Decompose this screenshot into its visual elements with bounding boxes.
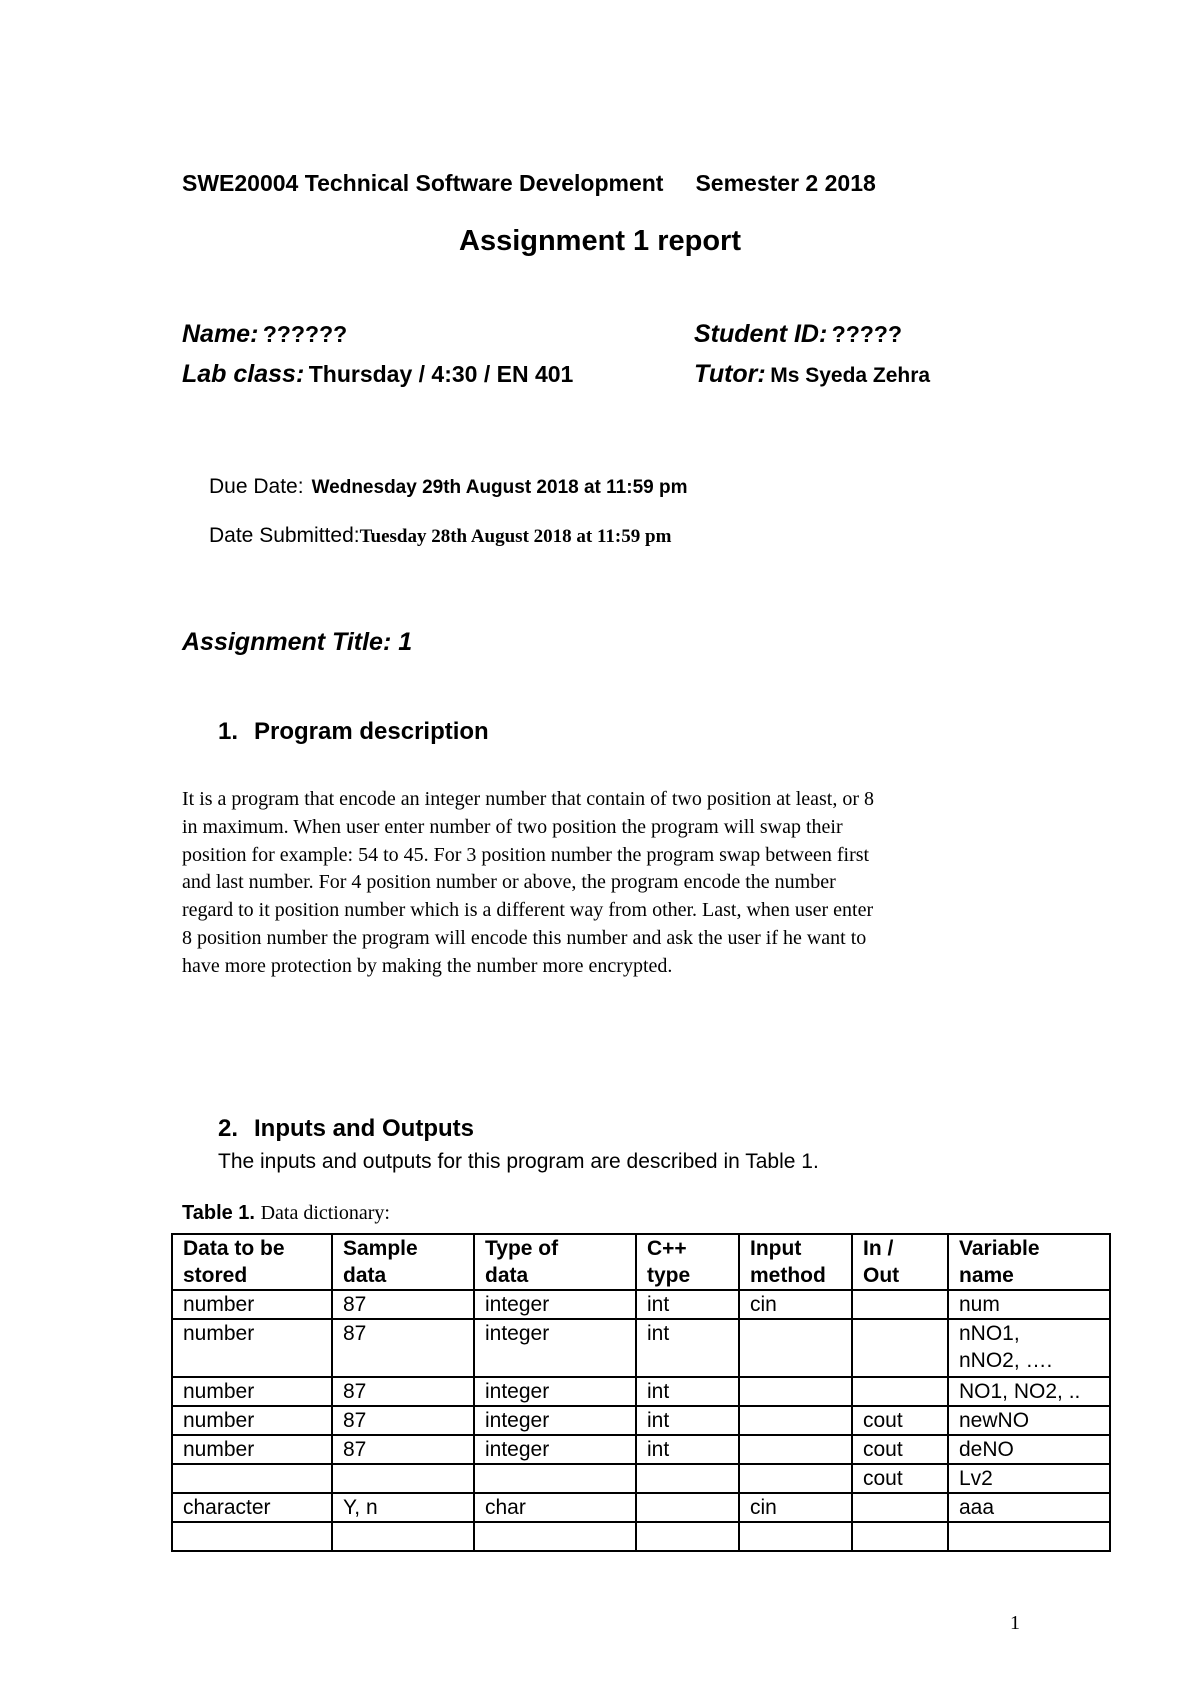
section-number: 1.	[218, 718, 239, 745]
table-cell: Y, n	[332, 1493, 474, 1522]
due-date-line	[209, 475, 687, 499]
column-header: Sample data	[332, 1234, 474, 1290]
name-label: Name:	[182, 320, 259, 348]
name-value: ??????	[262, 321, 348, 347]
lab-class-line	[182, 360, 573, 389]
table-cell	[739, 1319, 852, 1377]
table-cell	[739, 1435, 852, 1464]
table-row	[172, 1435, 1110, 1464]
semester: Semester 2 2018	[695, 170, 876, 196]
table-cell: int	[636, 1377, 739, 1406]
table-cell: integer	[474, 1319, 636, 1377]
paragraph-line: position for example: 54 to 45. For 3 position number the program swap between first	[182, 843, 870, 866]
table-cell	[332, 1464, 474, 1493]
table-cell: int	[636, 1290, 739, 1319]
table-cell	[852, 1319, 948, 1377]
table-cell	[948, 1522, 1110, 1551]
table-cell: 87	[332, 1290, 474, 1319]
table-cell: cout	[852, 1406, 948, 1435]
student-id-line	[694, 320, 902, 349]
lab-class-label: Lab class:	[182, 360, 305, 388]
column-header: Data to be stored	[172, 1234, 332, 1290]
section-title: Program description	[254, 718, 489, 745]
table-cell: Lv2	[948, 1464, 1110, 1493]
table-cell: character	[172, 1493, 332, 1522]
column-header: C++ type	[636, 1234, 739, 1290]
section-number: 2.	[218, 1115, 239, 1142]
table-cell	[474, 1522, 636, 1551]
table-cell: integer	[474, 1435, 636, 1464]
table-caption-label: Table 1.	[182, 1202, 255, 1224]
paragraph-line: and last number. For 4 position number or above, the program encode the number	[182, 871, 836, 894]
table-cell: char	[474, 1493, 636, 1522]
table-cell: number	[172, 1435, 332, 1464]
table-cell	[852, 1377, 948, 1406]
table-row	[172, 1377, 1110, 1406]
table-cell: newNO	[948, 1406, 1110, 1435]
assignment-title: Assignment Title: 1	[182, 628, 413, 656]
table-cell: number	[172, 1290, 332, 1319]
table-cell: int	[636, 1406, 739, 1435]
table-cell: int	[636, 1435, 739, 1464]
table-cell	[636, 1464, 739, 1493]
paragraph-line: 8 position number the program will encode this number and ask the user if he want to	[182, 926, 867, 949]
column-header: Input method	[739, 1234, 852, 1290]
section-heading-inputs-outputs	[218, 1115, 474, 1143]
data-dictionary-table	[171, 1233, 1111, 1552]
page-number: 1	[1010, 1612, 1020, 1634]
table-cell	[636, 1493, 739, 1522]
date-submitted-label: Date Submitted:	[209, 524, 360, 547]
table-body	[172, 1290, 1110, 1551]
report-title: Assignment 1 report	[459, 225, 741, 257]
column-header: In / Out	[852, 1234, 948, 1290]
table-row	[172, 1464, 1110, 1493]
table-row	[172, 1319, 1110, 1377]
student-id-value: ?????	[831, 321, 903, 347]
tutor-label: Tutor:	[694, 360, 766, 388]
inputs-outputs-intro: The inputs and outputs for this program are described in Table 1.	[218, 1150, 819, 1173]
table-cell: number	[172, 1377, 332, 1406]
table-cell	[474, 1464, 636, 1493]
program-description-paragraph	[182, 786, 1022, 981]
table-cell: cin	[739, 1493, 852, 1522]
table-cell: integer	[474, 1406, 636, 1435]
table-cell	[739, 1377, 852, 1406]
tutor-value: Ms Syeda Zehra	[770, 364, 931, 387]
column-header: Type of data	[474, 1234, 636, 1290]
table-cell	[739, 1406, 852, 1435]
table-row	[172, 1406, 1110, 1435]
table-cell: 87	[332, 1377, 474, 1406]
table-cell: int	[636, 1319, 739, 1377]
table-cell: integer	[474, 1377, 636, 1406]
paragraph-line: have more protection by making the number more encrypted.	[182, 954, 673, 977]
lab-class-value: Thursday / 4:30 / EN 401	[308, 361, 574, 387]
table-cell: number	[172, 1406, 332, 1435]
table-cell: cin	[739, 1290, 852, 1319]
table-cell: cout	[852, 1435, 948, 1464]
course-header	[182, 170, 876, 197]
table-cell: 87	[332, 1319, 474, 1377]
table-cell: 87	[332, 1406, 474, 1435]
table-cell: NO1, NO2, ..	[948, 1377, 1110, 1406]
table-caption-text: Data dictionary:	[260, 1202, 390, 1224]
course-title: SWE20004 Technical Software Development	[182, 170, 664, 196]
table-cell	[852, 1522, 948, 1551]
table-cell	[852, 1290, 948, 1319]
table-cell: number	[172, 1319, 332, 1377]
table-cell	[172, 1522, 332, 1551]
due-date-label: Due Date:	[209, 475, 304, 498]
table-cell	[636, 1522, 739, 1551]
table-header-row	[172, 1234, 1110, 1290]
table-row	[172, 1493, 1110, 1522]
table-cell	[172, 1464, 332, 1493]
date-submitted-value: Tuesday 28th August 2018 at 11:59 pm	[359, 526, 672, 547]
student-id-label: Student ID:	[694, 320, 828, 348]
table-row	[172, 1522, 1110, 1551]
tutor-line	[694, 360, 930, 389]
name-line	[182, 320, 347, 349]
table-row	[172, 1290, 1110, 1319]
column-header: Variable name	[948, 1234, 1110, 1290]
table-cell	[332, 1522, 474, 1551]
due-date-value: Wednesday 29th August 2018 at 11:59 pm	[311, 477, 688, 498]
section-heading-program-description	[218, 718, 489, 746]
table-cell: 87	[332, 1435, 474, 1464]
table-cell: aaa	[948, 1493, 1110, 1522]
table-cell	[852, 1493, 948, 1522]
table-caption	[182, 1202, 390, 1225]
paragraph-line: It is a program that encode an integer number that contain of two position at least, or 8	[182, 788, 875, 810]
table-cell	[739, 1522, 852, 1551]
table-cell	[739, 1464, 852, 1493]
table-cell: cout	[852, 1464, 948, 1493]
paragraph-line: in maximum. When user enter number of two position the program will swap their	[182, 815, 843, 838]
table-cell: deNO	[948, 1435, 1110, 1464]
table-cell: nNO1, nNO2, ….	[948, 1319, 1110, 1377]
table-cell: integer	[474, 1290, 636, 1319]
date-submitted-line	[209, 524, 671, 548]
section-title: Inputs and Outputs	[254, 1115, 474, 1142]
paragraph-line: regard to it position number which is a different way from other. Last, when user enter	[182, 899, 874, 922]
table-cell: num	[948, 1290, 1110, 1319]
